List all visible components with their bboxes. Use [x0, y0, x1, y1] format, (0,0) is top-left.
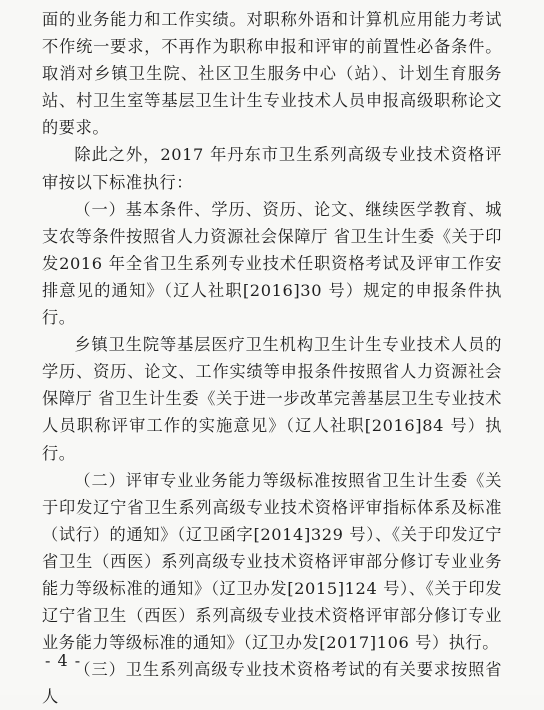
document-paragraph: （一）基本条件、学历、资历、论文、继续医学教育、城支农等条件按照省人力资源社会保障厅 省卫生计生委《关于印发2016 年全省卫生系列专业技术任职资格考试及评审工作安排意见的通知》（辽人社职[2016]30 号）规定的申报条件执行。: [42, 199, 502, 328]
document-paragraph: 面的业务能力和工作实绩。对职称外语和计算机应用能力考试不作统一要求，不再作为职称申报和评审的前置性必备条件。取消对乡镇卫生院、社区卫生服务中心（站）、计划生育服务站、村卫生室等基层卫生计生专业技术人员申报高级职称论文的要求。: [42, 10, 502, 138]
document-paragraph: 乡镇卫生院等基层医疗卫生机构卫生计生专业技术人员的学历、资历、论文、工作实绩等申报条件按照省人力资源社会保障厅 省卫生计生委《关于进一步改革完善基层卫生专业技术人员职称评审工作的实施意见》（辽人社职[2016]84 号）执行。: [42, 335, 502, 463]
document-paragraph: （三）卫生系列高级专业技术资格考试的有关要求按照省人: [42, 660, 502, 707]
document-body: [42, 6, 502, 710]
page-number: - 4 -: [45, 651, 82, 670]
document-paragraph: 除此之外，2017 年丹东市卫生系列高级专业技术资格评审按以下标准执行：: [42, 145, 502, 192]
document-paragraph: （二）评审专业业务能力等级标准按照省卫生计生委《关于印发辽宁省卫生系列高级专业技术资格评审指标体系及标准（试行）的通知》（辽卫函字[2014]329 号）、《关于印发辽宁省卫生（西医）系列高级专业技术资格评审部分修订专业业务能力等级标准的通知》（辽卫办发[2015]124 号）、《关于印发辽宁省卫生（西医）系列高级专业技术资格评审部分修订专业业务能力等级标准的通知》（辽卫办发[2017]106 号）执行。: [42, 470, 502, 653]
